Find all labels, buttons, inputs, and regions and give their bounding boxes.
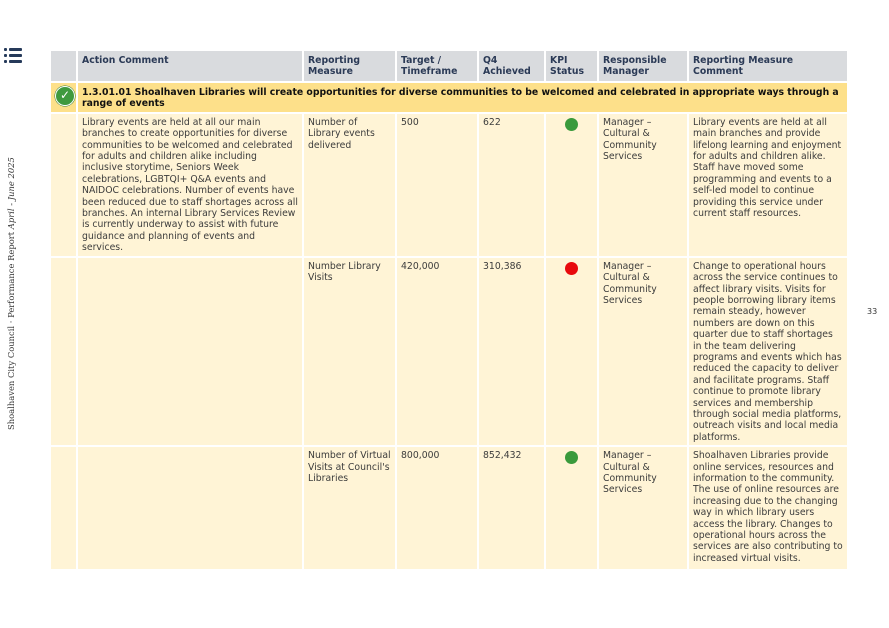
header-target: Target / Timeframe bbox=[396, 50, 478, 82]
performance-table bbox=[49, 49, 849, 571]
kpi-status-on-track-icon bbox=[565, 451, 578, 464]
header-responsible-manager: Responsible Manager bbox=[598, 50, 688, 82]
kpi-status-cell bbox=[545, 257, 598, 447]
check-circle-icon: ✓ bbox=[55, 86, 75, 106]
reporting-measure: Number Library Visits bbox=[303, 257, 396, 447]
achieved-value: 852,432 bbox=[478, 446, 545, 570]
table-row bbox=[50, 113, 848, 257]
report-period: April - June 2025 bbox=[6, 157, 16, 230]
status-cell bbox=[50, 257, 77, 447]
table-row bbox=[50, 446, 848, 570]
goal-text: 1.3.01.01 Shoalhaven Libraries will create opportunities for diverse communities to be welcomed and celebrated in appropriate ways through a range of events bbox=[77, 82, 848, 113]
header-action-comment: Action Comment bbox=[77, 50, 303, 82]
responsible-manager: Manager – Cultural & Community Services bbox=[598, 446, 688, 570]
target-value: 800,000 bbox=[396, 446, 478, 570]
reporting-measure: Number of Virtual Visits at Council's Libraries bbox=[303, 446, 396, 570]
list-icon[interactable] bbox=[4, 48, 22, 64]
header-kpi-status: KPI Status bbox=[545, 50, 598, 82]
goal-row bbox=[50, 82, 848, 113]
header-reporting-measure: Reporting Measure bbox=[303, 50, 396, 82]
page-number: 33 bbox=[867, 307, 878, 316]
achieved-value: 622 bbox=[478, 113, 545, 257]
target-value: 500 bbox=[396, 113, 478, 257]
action-comment-empty bbox=[77, 257, 303, 447]
goal-status-cell bbox=[50, 82, 77, 113]
achieved-value: 310,386 bbox=[478, 257, 545, 447]
kpi-status-cell bbox=[545, 446, 598, 570]
header-q4-achieved: Q4 Achieved bbox=[478, 50, 545, 82]
measure-comment: Shoalhaven Libraries provide online services, resources and information to the community. The use of online resources are increasing due to the changing way in which library users access the library. Changes to operational hours across the services are also contributing to increased virtual visits. bbox=[688, 446, 848, 570]
header-measure-comment: Reporting Measure Comment bbox=[688, 50, 848, 82]
measure-comment: Change to operational hours across the service continues to affect library visits. Visits for people borrowing library items remain steady, however numbers are down on this quarter due to staff shortages in the team delivering programs and events which has reduced the capacity to deliver and facilitate programs. Staff continue to promote library services and membership through social media platforms, outreach visits and local media platforms. bbox=[688, 257, 848, 447]
action-comment: Library events are held at all our main branches to create opportunities for diverse communities to be welcomed and celebrated for adults and children alike including inclusive storytime, Seniors Week celebrations, LGBTQI+ Q&A events and NAIDOC celebrations. Number of events have been reduced due to staff shortages across all branches. An internal Library Services Review is currently underway to assist with future guidance and planning of events and services. bbox=[77, 113, 303, 257]
measure-comment: Library events are held at all main branches and provide lifelong learning and enjoyment for adults and children alike. Staff have moved some programming and events to a self-led model to continue providing this service under current staff resources. bbox=[688, 113, 848, 257]
table-header-row bbox=[50, 50, 848, 82]
status-cell bbox=[50, 113, 77, 257]
header-status bbox=[50, 50, 77, 82]
kpi-status-off-track-icon bbox=[565, 262, 578, 275]
kpi-status-cell bbox=[545, 113, 598, 257]
responsible-manager: Manager – Cultural & Community Services bbox=[598, 113, 688, 257]
report-title: Shoalhaven City Council · Performance Report bbox=[6, 229, 16, 430]
table-row bbox=[50, 257, 848, 447]
kpi-status-on-track-icon bbox=[565, 118, 578, 131]
reporting-measure: Number of Library events delivered bbox=[303, 113, 396, 257]
document-side-title bbox=[6, 157, 16, 430]
target-value: 420,000 bbox=[396, 257, 478, 447]
action-comment-empty bbox=[77, 446, 303, 570]
status-cell bbox=[50, 446, 77, 570]
responsible-manager: Manager – Cultural & Community Services bbox=[598, 257, 688, 447]
